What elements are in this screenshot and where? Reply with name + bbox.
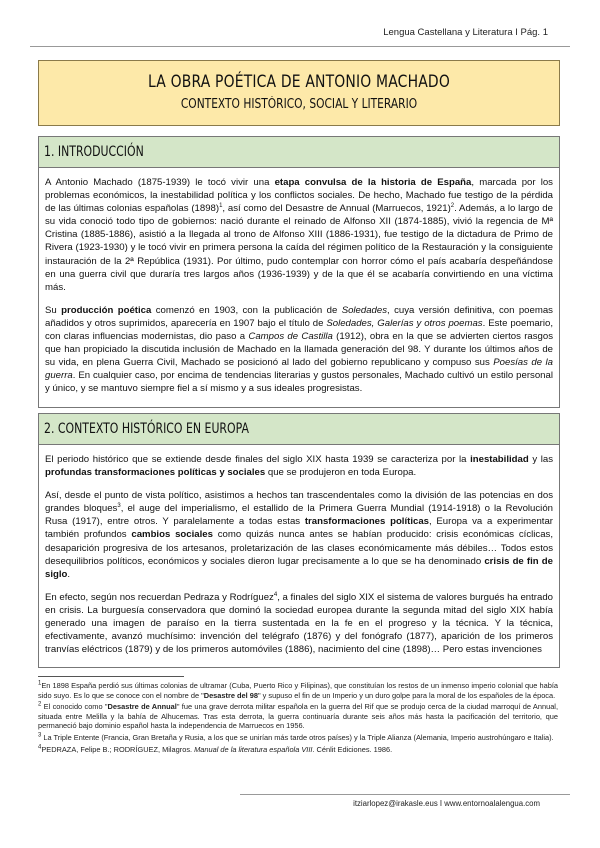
paragraph: Su producción poética comenzó en 1903, con la publicación de Soledades, cuya versión definitiva, con poemas añadidos y otros suprimidos, aparecería en 1907 bajo el título de Soledades, Galerías y otros poemas. Este poemario, con claras influencias modernistas, dio paso a Campos de Castilla (1912), obra en la que se advierten ciertos rasgos que han propiciado la discutida inclusión de Machado en la llamada generación del 98. Y durante los últimos años de su vida, en plena Guerra Civil, Machado se posicionó al lado del gobierno republicano y compuso sus Poesías de la guerra. En cualquier caso, por encima de tendencias literarias y gustos personales, Machado cultivó un estilo personal y único, y se mantuvo siempre fiel a sí mismo y a sus ideales progresistas. — [45, 304, 554, 395]
header-divider — [30, 46, 570, 47]
page-header: Lengua Castellana y Literatura I Pág. 1 — [383, 27, 548, 38]
page-footer: itziarlopez@irakasle.eus I www.entornoalalengua.com — [353, 799, 540, 808]
footnotes — [38, 681, 558, 756]
footnote-ref: 4 — [273, 591, 278, 598]
document-title: LA OBRA POÉTICA DE ANTONIO MACHADO — [148, 72, 450, 92]
footnote-ref: 1 — [219, 203, 223, 209]
footnote-ref: 2 — [450, 203, 455, 209]
section-introduccion — [38, 136, 560, 408]
footnote: $^3$ La Triple Entente (Francia, Gran Bretaña y Rusia, a los que se unirían más tarde otros países) y la Triple Alianza (Alemania, Imperio austrohúngaro e Italia). — [38, 732, 554, 742]
footnote-ref: 3 — [117, 503, 121, 510]
section-body — [39, 445, 559, 662]
section-body — [39, 168, 559, 402]
paragraph: A Antonio Machado (1875-1939) le tocó vivir una etapa convulsa de la historia de España, marcada por los problemas económicos, la inestabilidad política y los conflictos sociales. De hecho, Machado fue testigo de la pérdida de las últimas colonias españolas $(1898)^1$, así como del Desastre de Annual (Marruecos, 1921)$^2$. Además, a lo largo de su vida conoció todo tipo de gobiernos: nació durante el reinado de Alfonso XII (1874-1885), vivió la regencia de Mª Cristina (1885-1886), asistió a la llegada al trono de Alfonso XIII (1886-1931), fue testigo de la dictadura de Primo de Rivera (1923-1930) y le tocó vivir en primera persona la caída del régimen político de la Restauración y la consiguiente instauración de la 2ª República (1931). Por último, pudo contemplar con horror cómo el país acabaría despeñándose en una guerra civil que duraría tres largos años (1936-1939) y de la que él se acabaría convirtiendo en una víctima más. — [45, 177, 553, 293]
paragraph: En efecto, según nos recuerdan Pedraza y Rodríguez$^4$, a finales del siglo XIX el sistema de valores burgués ha entrado en crisis. La burguesía conservadora que dominó la sociedad europea durante la segunda mitad del siglo XIX había generado una imagen de paraíso en la tierra sustentada en la fe en el progreso y la técnica. Y la técnica, efectivamente, avanzó muchísimo: invención del telégrafo (1876) y del fonógrafo (1877), aparición de los primeros tranvías eléctricos (1879) y de los primeros automóviles (1886), nacimiento del cine (1898)… Pero estas invenciones — [45, 591, 554, 656]
footnote: $^4$PEDRAZA, Felipe B.; RODRÍGUEZ, Milagros. Manual de la literatura española VIII. Cénlit Ediciones. 1986. — [38, 744, 393, 754]
footnote-divider — [38, 676, 184, 677]
footnote: $^1$En 1898 España perdió sus últimas colonias de ultramar (Cuba, Puerto Rico y Filipinas), que constituían los restos de un inmenso imperio colonial que había sido suyo. Es lo que se conoce con el nombre de "Desastre del 98" y supuso el fin de un Imperio y un duro golpe para la moral de los españoles de la época. — [38, 680, 558, 700]
footnote: $^2$ El conocido como "Desastre de Annual" fue una grave derrota militar española en la guerra del Rif que se produjo cerca de la ciudad marroquí de Annual, situada entre Melilla y la bahía de Alhucemas. Tras esta derrota, la guerra continuaría durante seis años más hasta la pacificación del territorio, que permaneció bajo dominio español hasta la independencia de Marruecos en 1956. — [38, 701, 558, 731]
footer-divider — [240, 794, 570, 795]
paragraph: Así, desde el punto de vista político, asistimos a hechos tan trascendentales como la división de las potencias en dos grandes bloques$^3$, el auge del imperialismo, el estallido de la Primera Guerra Mundial (1914-1918) o la Revolución Rusa (1917), entre otros. Y paralelamente a todas estas transformaciones políticas, Europa va a experimentar también profundos cambios sociales como quizás nunca antes se habían producido: crisis económicas cíclicas, desaparición progresiva de los artesanos, proletarización de las clases económicamente más débiles… Todos estos desequilibrios políticos, económicos y sociales dieron lugar precisamente a lo que se ha denominado crisis de fin de siglo. — [45, 490, 554, 580]
document-subtitle: CONTEXTO HISTÓRICO, SOCIAL Y LITERARIO — [180, 97, 418, 112]
title-box — [38, 60, 560, 126]
section-contexto-europa — [38, 413, 560, 668]
section-heading: 2. CONTEXTO HISTÓRICO EN EUROPA — [39, 414, 559, 445]
section-heading: 1. INTRODUCCIÓN — [39, 137, 559, 168]
paragraph: El periodo histórico que se extiende desde finales del siglo XIX hasta 1939 se caracteriza por la inestabilidad y las profundas transformaciones políticas y sociales que se produjeron en toda Europa. — [45, 454, 553, 479]
